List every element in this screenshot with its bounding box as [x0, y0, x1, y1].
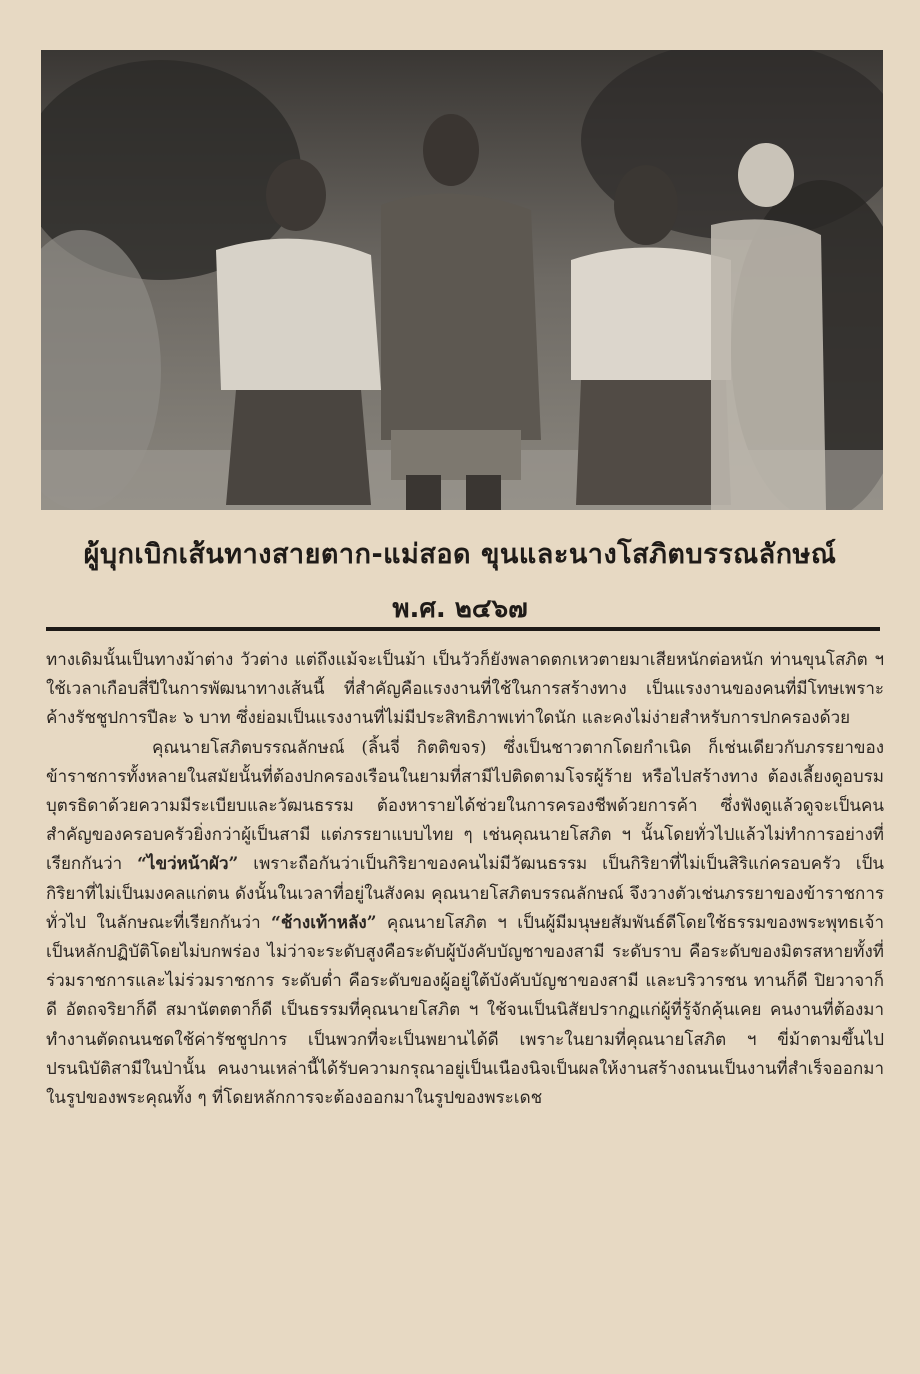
paragraph-2-part-2: เพราะถือกันว่าเป็นกิริยาของคนไม่มีวัฒนธรรม เป็นกิริยาที่ไม่เป็นสิริแก่ครอบครัว เป็นกิริยาที่ไม่เป็นมงคลแก่ตน ดังนั้นในเวลาที่อยู่ในสังคม คุณนายโสภิตบรรณลักษณ์ จึงวางตัวเช่นภรรยาของข้าราชการทั่วไป ในลักษณะที่เรียกกันว่า: [46, 854, 884, 933]
photo-image: [41, 50, 883, 510]
paragraph-1: ทางเดิมนั้นเป็นทางม้าต่าง วัวต่าง แต่ถึงแม้จะเป็นม้า เป็นวัวก็ยังพลาดตกเหวตายมาเสียหนักต่อหนัก ท่านขุนโสภิต ฯ ใช้เวลาเกือบสี่ปีในการพัฒนาทางเส้นนี้ ที่สำคัญคือแรงงานที่ใช้ในการสร้างทาง เป็นแรงงานของคนที่มีโทษเพราะค้างรัชชูปการปีละ ๖ บาท ซึ่งย่อมเป็นแรงงานที่ไม่มีประสิทธิภาพเท่าใดนัก และคงไม่ง่ายสำหรับการปกครองด้วย: [46, 650, 884, 729]
quote-chang-thao-lang: “ช้างเท้าหลัง”: [271, 912, 377, 933]
photo-caption-year: พ.ศ. ๒๔๖๗: [392, 594, 528, 624]
paragraph-2-part-1: คุณนายโสภิตบรรณลักษณ์ (ลิ้นจี่ กิตติขจร) ซึ่งเป็นชาวตากโดยกำเนิด ก็เช่นเดียวกับภรรยาของข้าราชการทั้งหลายในสมัยนั้นที่ต้องปกครองเรือนในยามที่สามีไปติดตามโจรผู้ร้าย หรือไปสร้างทาง ต้องเลี้ยงดูอบรมบุตรธิดาด้วยความมีระเบียบและวัฒนธรรม ต้องหารายได้ช่วยในการครองชีพด้วยการค้า ซึ่งฟังดูแล้วดูจะเป็นคนสำคัญของครอบครัวยิ่งกว่าผู้เป็นสามี แต่ภรรยาแบบไทย ๆ เช่นคุณนายโสภิต ฯ นั้นโดยทั่วไปแล้วไม่ทำการอย่างที่เรียกกันว่า: [46, 737, 884, 875]
paragraph-2: [46, 734, 884, 1114]
photo-caption-title: ผู้บุกเบิกเส้นทางสายตาก-แม่สอด ขุนและนางโสภิตบรรณลักษณ์: [83, 539, 837, 570]
article-body: [46, 646, 884, 1113]
quote-khwai-na-phua: “ไขว่หน้าผัว”: [137, 854, 239, 875]
paragraph-2-part-3: คุณนายโสภิต ฯ เป็นผู้มีมนุษยสัมพันธ์ดีโดยใช้ธรรมของพระพุทธเจ้าเป็นหลักปฏิบัติโดยไม่บกพร่อง ไม่ว่าจะระดับสูงคือระดับผู้บังคับบัญชาของสามี ระดับราบ คือระดับของมิตรสหายทั้งที่ร่วมราชการและไม่ร่วมราชการ ระดับต่ำ คือระดับของผู้อยู่ใต้บังคับบัญชาของสามี และบริวารชน ทานก็ดี ปิยวาจาก็ดี อัตถจริยาก็ดี สมานัตตตาก็ดี เป็นธรรมที่คุณนายโสภิต ฯ ใช้จนเป็นนิสัยปรากฏแก่ผู้ที่รู้จักคุ้นเคย คนงานที่ต้องมาทำงานตัดถนนชดใช้ค่ารัชชูปการ เป็นพวกที่จะเป็นพยานได้ดี เพราะในยามที่คุณนายโสภิต ฯ ขี่ม้าตามขึ้นไปปรนนิบัติสามีในป่านั้น คนงานเหล่านี้ได้รับความกรุณาอยู่เป็นเนืองนิจเป็นผลให้งานสร้างถนนเป็นงานที่สำเร็จออกมาในรูปของพระคุณทั้ง ๆ ที่โดยหลักการจะต้องออกมาในรูปของพระเดช: [46, 912, 884, 1109]
divider-rule: [46, 627, 880, 631]
historical-group-photo: [41, 50, 883, 510]
